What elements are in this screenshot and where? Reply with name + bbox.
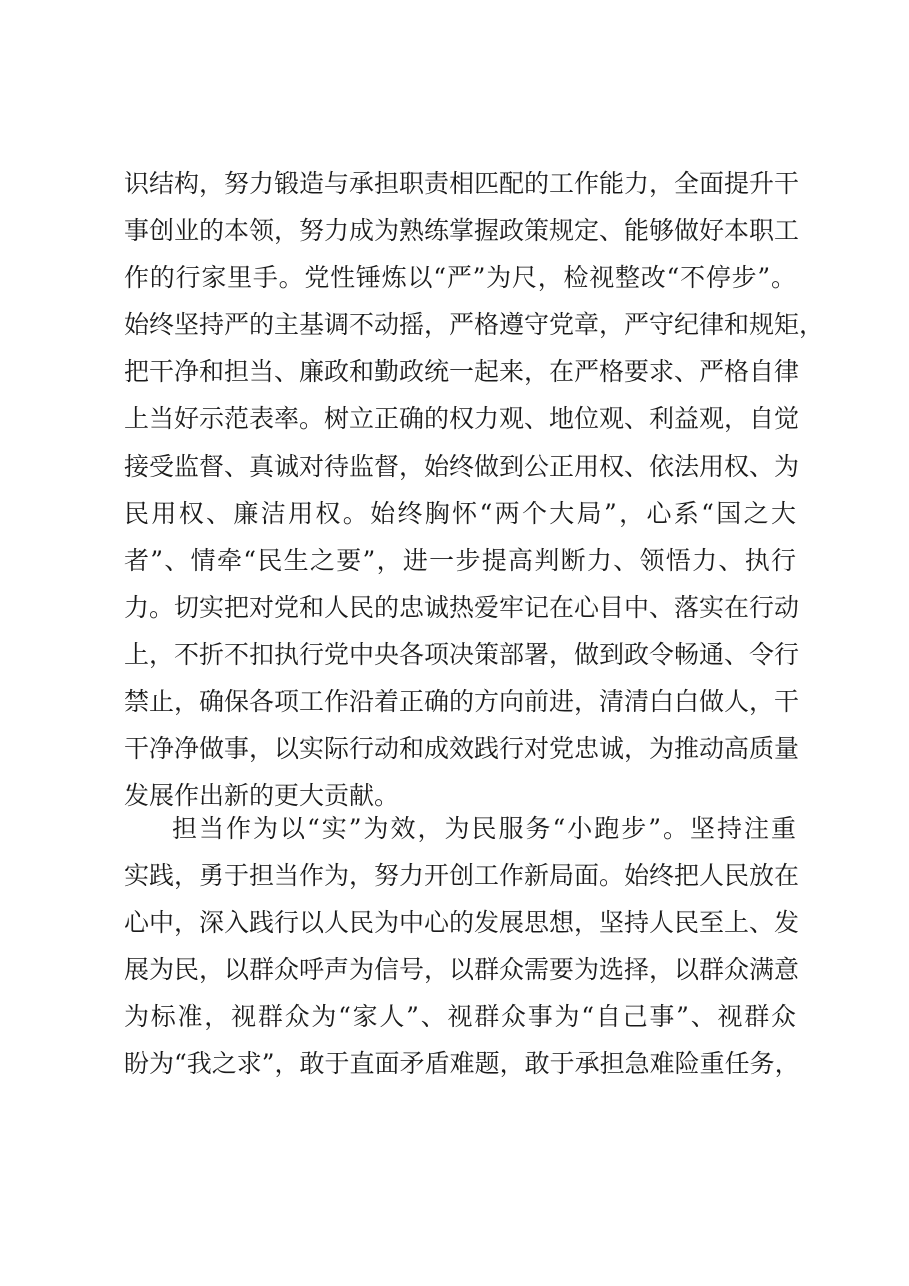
paragraph-line: 力。切实把对党和人民的忠诚热爱牢记在心目中、落实在行动 bbox=[124, 592, 800, 622]
paragraph-line: 展为民，以群众呼声为信号，以群众需要为选择，以群众满意 bbox=[124, 955, 800, 985]
paragraph-line: 者”、情牵“民生之要”，进一步提高判断力、领悟力、执行 bbox=[124, 545, 796, 575]
paragraph-line: 上，不折不扣执行党中央各项决策部署，做到政令畅通、令行 bbox=[124, 639, 800, 669]
paragraph-line: 上当好示范表率。树立正确的权力观、地位观、利益观，自觉 bbox=[124, 404, 800, 434]
paragraph-line: 把干净和担当、廉政和勤政统一起来，在严格要求、严格自律 bbox=[124, 357, 800, 387]
paragraph-line: 作的行家里手。党性锤炼以“严”为尺，检视整改“不停步”。 bbox=[124, 263, 796, 293]
paragraph-line: 民用权、廉洁用权。始终胸怀“两个大局”，心系“国之大 bbox=[124, 498, 796, 528]
paragraph-line: 实践，勇于担当作为，努力开创工作新局面。始终把人民放在 bbox=[124, 861, 800, 891]
paragraph-line: 干净净做事，以实际行动和成效践行对党忠诚，为推动高质量 bbox=[124, 734, 800, 764]
paragraph-line: 事创业的本领，努力成为熟练掌握政策规定、能够做好本职工 bbox=[124, 216, 800, 246]
paragraph-line: 禁止，确保各项工作沿着正确的方向前进，清清白白做人，干 bbox=[124, 687, 800, 717]
paragraph-2 bbox=[124, 805, 800, 1088]
paragraph-line: 心中，深入践行以人民为中心的发展思想，坚持人民至上、发 bbox=[124, 908, 800, 938]
paragraph-line: 担当作为以“实”为效，为民服务“小跑步”。坚持注重 bbox=[172, 814, 796, 843]
paragraph-line: 为标准，视群众为“家人”、视群众事为“自己事”、视群众 bbox=[124, 1002, 796, 1032]
paragraph-line: 始终坚持严的主基调不动摇，严格遵守党章，严守纪律和规矩， bbox=[124, 310, 825, 340]
paragraph-line: 发展作出新的更大贡献。 bbox=[124, 781, 400, 811]
paragraph-1 bbox=[124, 160, 825, 819]
paragraph-line: 识结构，努力锻造与承担职责相匹配的工作能力，全面提升干 bbox=[124, 169, 800, 198]
paragraph-line: 盼为“我之求”，敢于直面矛盾难题，敢于承担急难险重任务， bbox=[124, 1049, 800, 1079]
paragraph-line: 接受监督、真诚对待监督，始终做到公正用权、依法用权、为 bbox=[124, 451, 800, 481]
